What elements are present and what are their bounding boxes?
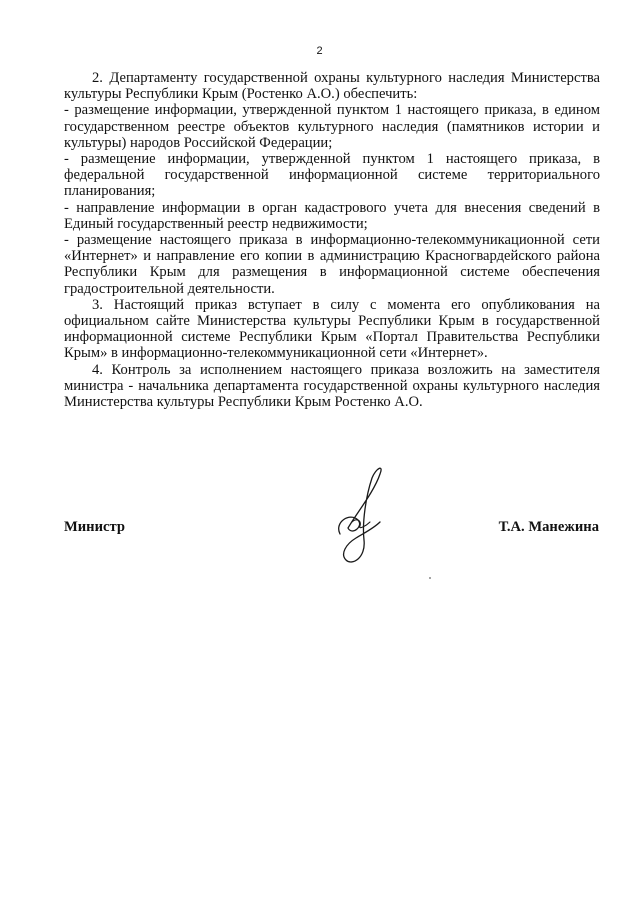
paragraph-4: 4. Контроль за исполнением настоящего приказа возложить на заместителя министра - начальника департамента государственной охраны культурного наследия Министерства культуры Республики Крым Ростенко А.О. bbox=[64, 361, 600, 411]
document-body bbox=[64, 70, 600, 410]
list-item-federal-system: - размещение информации, утвержденной пунктом 1 настоящего приказа, в федеральной государственной информационной системе территориального планирования; bbox=[64, 151, 600, 200]
list-item-registry: - размещение информации, утвержденной пунктом 1 настоящего приказа, в едином государственном реестре объектов культурного наследия (памятников истории и культуры) народов Российской Федерации; bbox=[64, 102, 600, 151]
list-item-internet: - размещение настоящего приказа в информационно-телекоммуникационной сети «Интернет» и направление его копии в администрацию Красногвардейского района Республики Крым для размещения в информационной системе обеспечения градостроительной деятельности. bbox=[64, 232, 600, 297]
handwritten-signature bbox=[322, 462, 402, 572]
signatory-title: Министр bbox=[64, 519, 125, 535]
page-number: 2 bbox=[316, 45, 323, 57]
signatory-name: Т.А. Манежина bbox=[498, 519, 599, 535]
paragraph-2-intro: 2. Департаменту государственной охраны культурного наследия Министерства культуры Республики Крым (Ростенко А.О.) обеспечить: bbox=[64, 70, 600, 103]
list-item-cadastral: - направление информации в орган кадастрового учета для внесения сведений в Единый государственный реестр недвижимости; bbox=[64, 199, 600, 232]
scan-speck bbox=[429, 577, 431, 579]
paragraph-3: 3. Настоящий приказ вступает в силу с момента его опубликования на официальном сайте Министерства культуры Республики Крым в государственной информационной системе Республики Крым «Портал Правительства Республики Крым» в информационно-телекоммуникационной сети «Интернет». bbox=[64, 296, 600, 362]
